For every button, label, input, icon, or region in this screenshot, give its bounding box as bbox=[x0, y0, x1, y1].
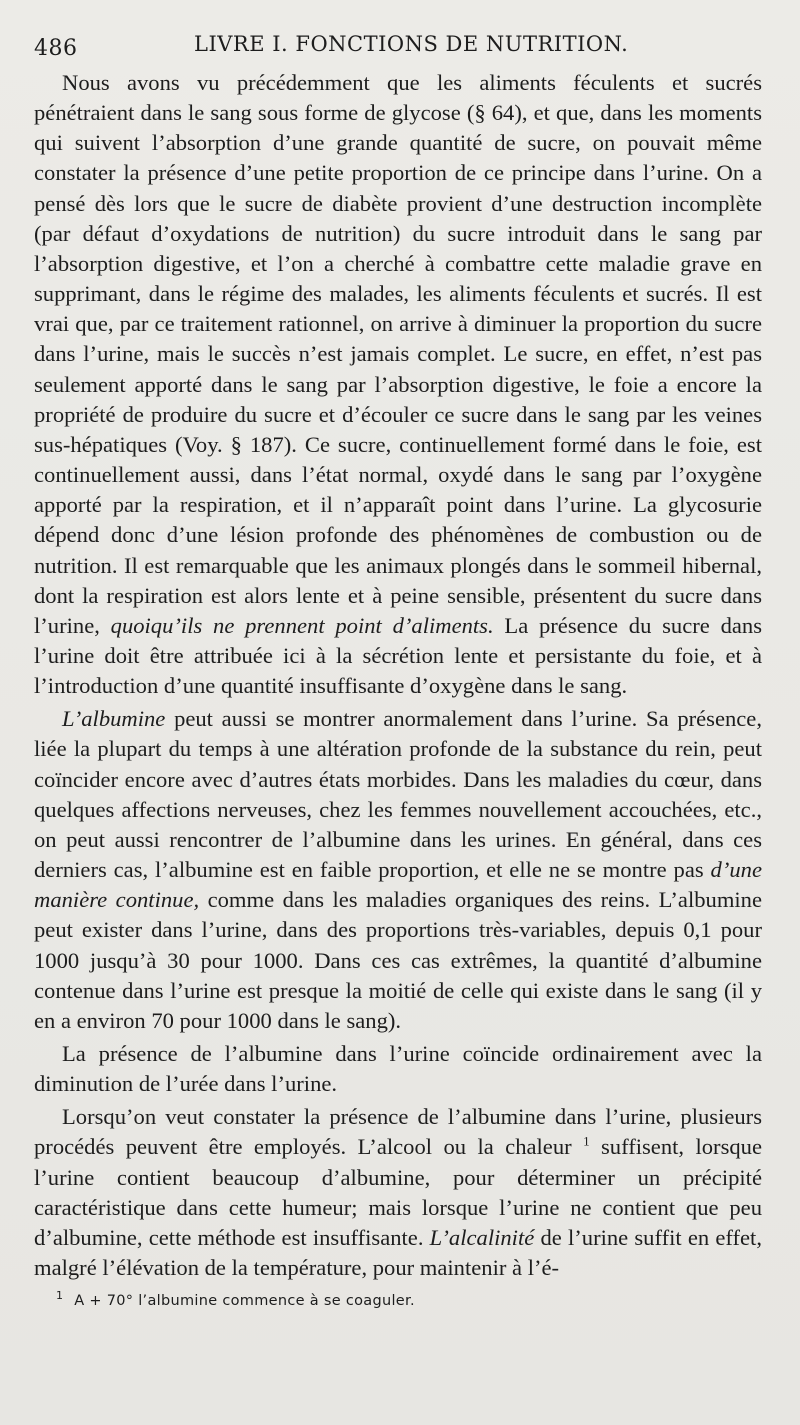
footnote bbox=[34, 1289, 762, 1309]
page-header bbox=[34, 28, 762, 64]
paragraph-glycosuria bbox=[34, 68, 762, 701]
italic-term: L’albumine bbox=[62, 706, 166, 732]
italic-term: L’alcalinité bbox=[429, 1224, 535, 1250]
footnote-mark: 1 bbox=[56, 1289, 64, 1303]
paragraph-uree bbox=[34, 1039, 762, 1099]
paragraph-text: suffisent, lorsque l’urine contient beaucoup d’albumine, pour déterminer un précipité caractéristique dans cette humeur; mais lorsque l’urine ne contient que peu d’albumine, cette méthode est insuffisante. bbox=[34, 1134, 762, 1250]
running-title: LIVRE I. FONCTIONS DE NUTRITION. bbox=[194, 32, 629, 56]
body-text bbox=[34, 68, 762, 1283]
paragraph-text: La présence de l’albumine dans l’urine coïncide ordinairement avec la diminution de l’urée dans l’urine. bbox=[34, 1041, 762, 1097]
paragraph-text: comme dans les maladies organiques des reins. L’albumine peut exister dans l’urine, dans des proportions très-variables, depuis 0,1 pour 1000 jusqu’à 30 pour 1000. Dans ces cas extrêmes, la quantité d’albumine contenue dans l’urine est presque la moitié de celle qui existe dans le sang (il y en a environ 70 pour 1000 dans le sang). bbox=[34, 887, 762, 1033]
paragraph-text: Nous avons vu précédemment que les aliments féculents et sucrés pénétraient dans le sang sous forme de glycose (§ 64), et que, dans les moments qui suivent l’absorption d’une grande quantité de sucre, on pouvait même constater la présence d’une petite proportion de ce principe dans l’urine. On a pensé dès lors que le sucre de diabète provient d’une destruction incomplète (par défaut d’oxydations de nutrition) du sucre introduit dans le sang par l’absorption digestive, et l’on a cherché à combattre cette maladie grave en supprimant, dans le régime des malades, les aliments féculents et sucrés. Il est vrai que, par ce traitement rationnel, on arrive à diminuer la proportion du sucre dans l’urine, mais le succès n’est jamais complet. Le sucre, en effet, n’est pas seulement apporté dans le sang par l’absorption digestive, le foie a encore la propriété de produire du sucre et d’écouler ce sucre dans le sang par les veines sus-hépatiques (Voy. § 187). Ce sucre, continuellement formé dans le foie, est continuellement aussi, dans l’état normal, oxydé dans le sang par l’oxygène apporté par la respiration, et il n’apparaît point dans l’urine. La glycosurie dépend donc d’une lésion profonde des phénomènes de combustion ou de nutrition. Il est remarquable que les animaux plongés dans le sommeil hibernal, dont la respiration est alors lente et à peine sensible, présentent du sucre dans l’urine, bbox=[34, 70, 762, 638]
footnote-reference[interactable]: 1 bbox=[583, 1133, 590, 1149]
footnote-text: A + 70° l’albumine commence à se coaguler. bbox=[74, 1293, 415, 1310]
page-number: 486 bbox=[34, 36, 78, 61]
paragraph-text: de l’urine suffit en effet, malgré l’élévation de la température, pour maintenir à l’é- bbox=[34, 1224, 762, 1281]
paragraph-text: peut aussi se montrer anormalement dans l’urine. Sa présence, liée la plupart du temps à une altération profonde de la substance du rein, peut coïncider encore avec d’autres états morbides. Dans les maladies du cœur, dans quelques affections nerveuses, chez les femmes nouvellement accouchées, etc., on peut aussi rencontrer de l’albumine dans les urines. En général, dans ces derniers cas, l’albumine est en faible proportion, et elle ne se montre pas bbox=[34, 706, 762, 883]
italic-phrase: d’une manière continue, bbox=[34, 857, 762, 913]
paragraph-albumine bbox=[34, 704, 762, 1036]
paragraph-procedes bbox=[34, 1102, 762, 1283]
paragraph-text: Lorsqu’on veut constater la présence de l’albumine dans l’urine, plusieurs procédés peuvent être employés. L’alcool ou la chaleur bbox=[34, 1104, 762, 1160]
paragraph-text: La présence du sucre dans l’urine doit être attribuée ici à la sécrétion lente et persistante du foie, et à l’introduction d’une quantité insuffisante d’oxygène dans le sang. bbox=[34, 612, 762, 699]
italic-phrase: quoiqu’ils ne prennent point d’aliments. bbox=[110, 612, 494, 638]
